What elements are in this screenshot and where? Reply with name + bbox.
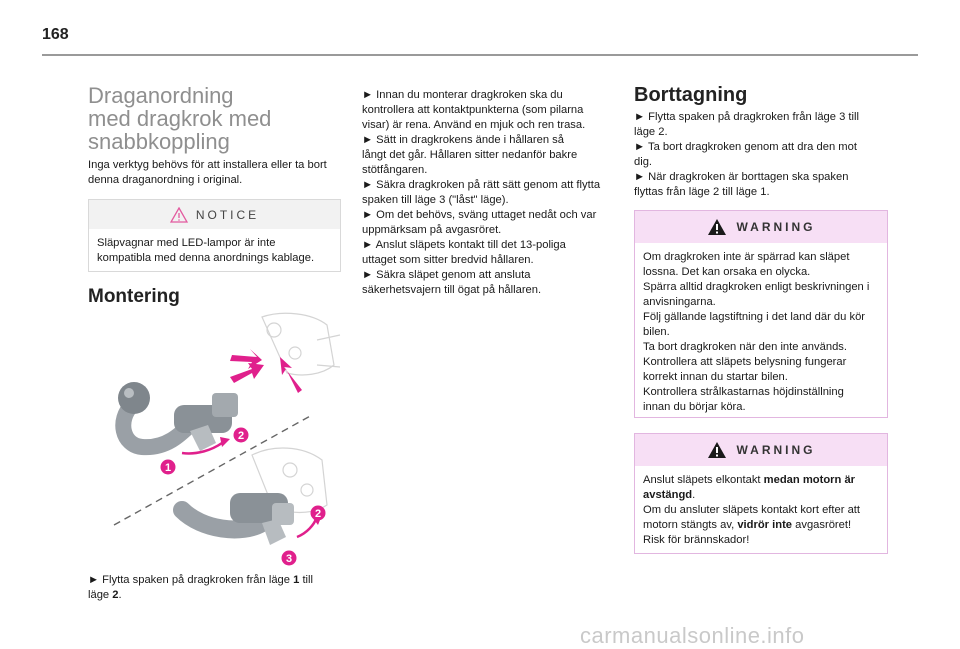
step-marker-2 — [234, 428, 249, 443]
step-marker-2-lower — [311, 506, 326, 521]
warning-header — [635, 434, 887, 466]
step-line: ► Om det behövs, sväng uttaget nedåt och var — [362, 209, 597, 221]
cleaning-arrows — [230, 349, 302, 393]
warning-text — [635, 466, 887, 554]
warning-box-1 — [634, 210, 888, 418]
warning-line: anvisningarna. — [643, 296, 716, 308]
removal-line: dig. — [634, 156, 653, 168]
warning-line: Ta bort dragkroken när den inte används. — [643, 341, 847, 353]
section-title — [88, 84, 348, 153]
page-number: 168 — [42, 26, 69, 43]
removal-line: ► När dragkroken är borttagen ska spaken — [634, 171, 849, 183]
warning-line — [643, 518, 879, 533]
tow-hook-illustration — [112, 305, 342, 567]
header-rule — [42, 54, 918, 56]
tow-hook-lower — [182, 493, 294, 545]
intro-line: Inga verktyg behövs för att installera eller ta bort — [88, 159, 327, 171]
caption-text: . — [118, 589, 122, 601]
installation-steps — [362, 88, 615, 298]
notice-header — [89, 200, 340, 229]
warning-line — [643, 488, 879, 503]
warning-line: Risk för brännskador! — [643, 534, 750, 546]
warning-box-2 — [634, 433, 888, 554]
caption-line — [88, 588, 343, 603]
montering-heading: Montering — [88, 286, 180, 307]
removal-line: flyttas från läge 2 till läge 1. — [634, 186, 770, 198]
warning-line: Kontrollera att släpets belysning fungerar — [643, 356, 847, 368]
caption-text: läge — [88, 589, 113, 601]
step-line: långt det går. Hållaren sitter nedanför bakre — [362, 149, 578, 161]
warning-title: WARNING — [736, 443, 816, 457]
warning-line: lossna. Det kan orsaka en olycka. — [643, 266, 811, 278]
notice-warning-icon — [170, 207, 188, 223]
rotation-arrow — [297, 517, 317, 537]
step-line: ► Sätt in dragkrokens ände i hållaren så — [362, 134, 564, 146]
step-marker-1 — [161, 460, 176, 475]
figure-caption — [88, 573, 343, 603]
warning-line: Spärra alltid dragkroken enligt beskrivningen i — [643, 281, 870, 293]
warning-line: Om du ansluter släpets kontakt kort efter att — [643, 504, 861, 516]
warning-line: innan du börjar köra. — [643, 401, 746, 413]
step-line: spaken till läge 3 ("låst" läge). — [362, 194, 509, 206]
notice-text — [89, 229, 340, 273]
title-line: Draganordning — [88, 83, 234, 108]
caption-number: 2 — [112, 589, 119, 601]
marker-label: 3 — [285, 553, 293, 565]
removal-line: ► Flytta spaken på dragkroken från läge 3 till — [634, 111, 859, 123]
caption-number: 1 — [293, 574, 300, 586]
notice-box — [88, 199, 341, 272]
removal-line: ► Ta bort dragkroken genom att dra den mot — [634, 141, 857, 153]
removal-steps — [634, 110, 889, 200]
warning-span: motorn stängts av, — [643, 519, 738, 531]
warning-span: Anslut släpets elkontakt — [643, 474, 764, 486]
title-line: snabbkoppling — [88, 129, 230, 154]
warning-line: Kontrollera strålkastarnas höjdinställning — [643, 386, 844, 398]
warning-text — [635, 243, 887, 421]
step-line: ► Innan du monterar dragkroken ska du — [362, 89, 563, 101]
step-marker-3 — [282, 551, 297, 566]
step-line: ► Anslut släpets kontakt till det 13-poliga — [362, 239, 566, 251]
intro-text — [88, 158, 343, 188]
tow-hook-upper — [118, 382, 238, 451]
caption-text: till — [299, 574, 314, 586]
warning-title: WARNING — [736, 220, 816, 234]
marker-label: 2 — [237, 430, 245, 442]
notice-line: Släpvagnar med LED-lampor är inte — [97, 237, 276, 249]
warning-bold: vidrör inte — [737, 519, 793, 531]
warning-bold: avstängd — [643, 489, 693, 501]
step-line: säkerhetsvajern till ögat på hållaren. — [362, 284, 542, 296]
title-line: med dragkrok med — [88, 106, 272, 131]
marker-label: 1 — [164, 462, 172, 474]
step-line: visar) är rena. Använd en mjuk och ren trasa. — [362, 119, 586, 131]
warning-line — [643, 473, 879, 488]
vehicle-underbody-lines — [252, 313, 340, 512]
warning-icon — [707, 218, 727, 236]
marker-label: 2 — [314, 508, 322, 520]
warning-line: Om dragkroken inte är spärrad kan släpet — [643, 251, 850, 263]
borttagning-heading: Borttagning — [634, 84, 748, 106]
warning-span: . — [692, 489, 696, 501]
warning-header — [635, 211, 887, 243]
intro-line: denna draganordning i original. — [88, 174, 243, 186]
warning-span: avgasröret! — [792, 519, 852, 531]
warning-icon — [707, 441, 727, 459]
warning-line: Följ gällande lagstiftning i det land där du kör — [643, 311, 866, 323]
caption-text: ► Flytta spaken på dragkroken från läge — [88, 574, 294, 586]
notice-title: NOTICE — [195, 207, 260, 222]
caption-line — [88, 573, 343, 588]
warning-line: bilen. — [643, 326, 670, 338]
step-line: ► Säkra släpet genom att ansluta — [362, 269, 531, 281]
step-line: uppmärksam på avgasröret. — [362, 224, 502, 236]
warning-bold: medan motorn är — [763, 474, 856, 486]
removal-line: läge 2. — [634, 126, 668, 138]
step-line: uttaget som sitter bredvid hållaren. — [362, 254, 534, 266]
step-line: kontrollera att kontaktpunkterna (som pilarna — [362, 104, 584, 116]
step-line: stötfångaren. — [362, 164, 428, 176]
notice-line: kompatibla med denna anordnings kablage. — [97, 252, 315, 264]
step-line: ► Säkra dragkroken på rätt sätt genom att flytta — [362, 179, 601, 191]
warning-line: korrekt innan du startar bilen. — [643, 371, 788, 383]
watermark: carmanualsonline.info — [580, 623, 805, 648]
